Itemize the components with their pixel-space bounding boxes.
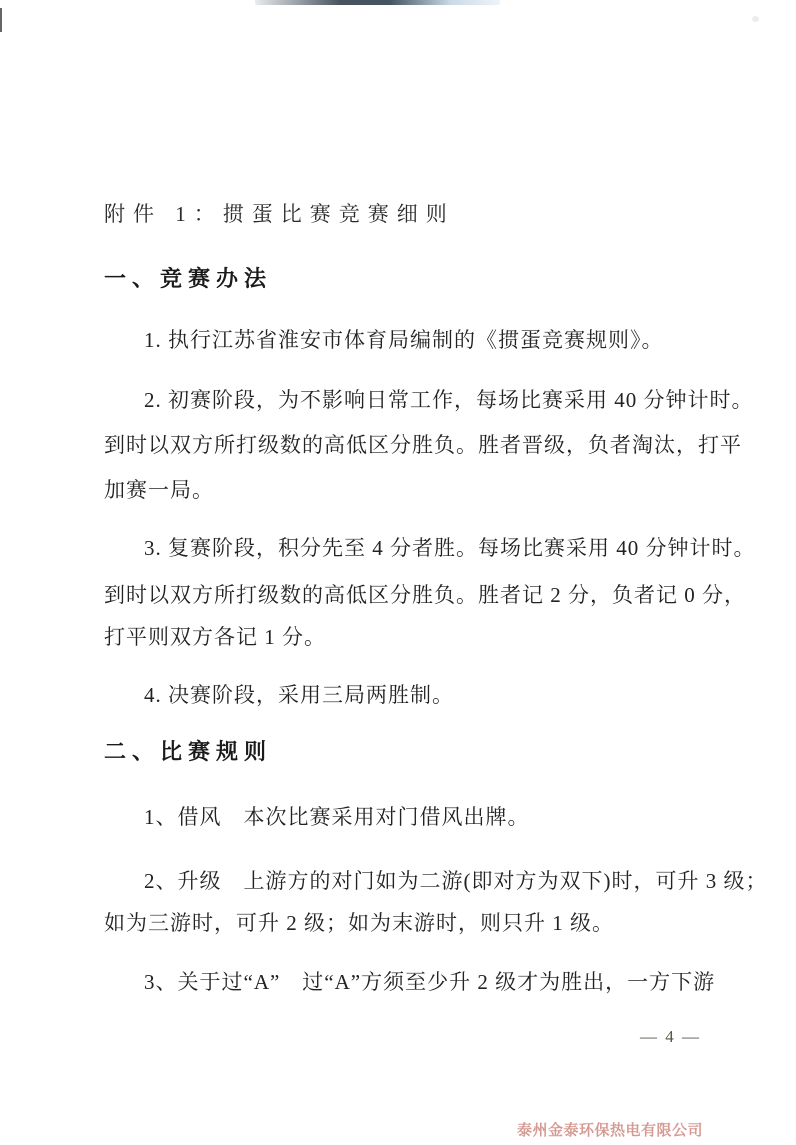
scan-artifact-left-edge [0, 8, 2, 32]
attachment-title: 附件 1：掼蛋比赛竞赛细则 [104, 202, 455, 226]
section-1-item-3-line-1: 3. 复赛阶段，积分先至 4 分者胜。每场比赛采用 40 分钟计时。 [144, 536, 756, 560]
page-number: — 4 — [640, 1027, 701, 1046]
section-1-item-3-line-2: 到时以双方所打级数的高低区分胜负。胜者记 2 分，负者记 0 分， [104, 583, 746, 607]
section-2-rule-1: 1、借风 本次比赛采用对门借风出牌。 [144, 805, 530, 829]
section-2-rule-2-line-2: 如为三游时，可升 2 级；如为末游时，则只升 1 级。 [104, 911, 614, 935]
company-watermark: 泰州金泰环保热电有限公司 [517, 1123, 704, 1139]
section-1-item-4: 4. 决赛阶段，采用三局两胜制。 [144, 683, 454, 707]
section-2-rule-3-line-1: 3、关于过“A” 过“A”方须至少升 2 级才为胜出，一方下游 [144, 970, 716, 994]
scan-artifact-corner-dot [752, 16, 759, 22]
section-1-item-2-line-2: 到时以双方所打级数的高低区分胜负。胜者晋级，负者淘汰，打平 [104, 433, 742, 457]
section-2-heading: 二、比赛规则 [104, 739, 273, 764]
section-1-item-2-line-3: 加赛一局。 [104, 478, 214, 502]
scan-artifact-top-smudge [255, 0, 500, 5]
section-1-item-2-line-1: 2. 初赛阶段，为不影响日常工作，每场比赛采用 40 分钟计时。 [144, 388, 754, 412]
section-1-item-3-line-3: 打平则双方各记 1 分。 [104, 625, 326, 649]
section-1-heading: 一、竞赛办法 [104, 266, 273, 291]
section-2-rule-2-line-1: 2、升级 上游方的对门如为二游(即对方为双下)时，可升 3 级； [144, 869, 768, 893]
section-1-item-1: 1. 执行江苏省淮安市体育局编制的《掼蛋竞赛规则》。 [144, 328, 664, 352]
